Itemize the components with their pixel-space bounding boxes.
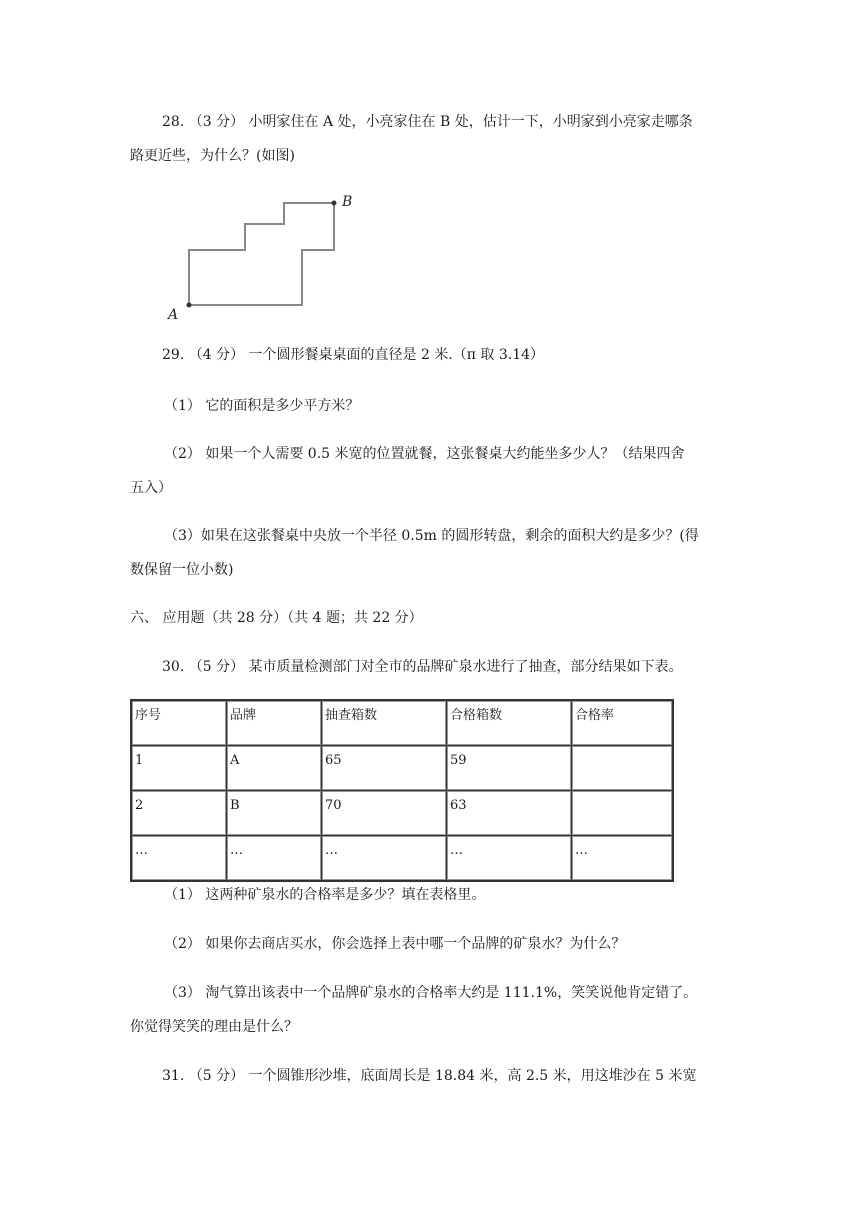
table-row [131, 791, 673, 836]
table-cell: 65 [322, 746, 447, 791]
point-b-label: B [342, 194, 353, 210]
point-b-marker [332, 201, 337, 206]
table-cell [572, 746, 674, 791]
q28-line-2: 路更近些，为什么？(如图) [130, 148, 295, 164]
table-cell: … [322, 836, 447, 882]
q29-sub-1: （1） 它的面积是多少平方米？ [164, 398, 360, 414]
q29-sub-2-line-2: 五入） [130, 480, 172, 496]
table-header-cell: 序号 [131, 700, 227, 746]
table-cell: … [447, 836, 572, 882]
table-header-cell: 抽查箱数 [322, 700, 447, 746]
table-row [131, 836, 673, 882]
route-diagram [160, 188, 360, 323]
route-lower [189, 203, 334, 305]
table-header-row [131, 700, 673, 746]
table-cell: 2 [131, 791, 227, 836]
q30-sub-3-line-2: 你觉得笑笑的理由是什么？ [130, 1019, 298, 1035]
q30-sub-2: （2） 如果你去商店买水，你会选择上表中哪一个品牌的矿泉水？为什么？ [164, 936, 626, 952]
table-header-cell: 合格箱数 [447, 700, 572, 746]
section-6-heading: 六、 应用题（共 28 分）（共 4 题；共 22 分） [130, 610, 423, 626]
q30-sub-3-line-1: （3） 淘气算出该表中一个品牌矿泉水的合格率大约是 111.1%，笑笑说他肯定错了。 [164, 985, 698, 1001]
table-cell: A [227, 746, 322, 791]
table-cell: 59 [447, 746, 572, 791]
table-cell: … [131, 836, 227, 882]
point-a-label: A [168, 307, 179, 323]
q31-line-1: 31. （5 分） 一个圆锥形沙堆，底面周长是 18.84 米，高 2.5 米，用这堆沙在 5 米宽 [162, 1068, 697, 1084]
q29-sub-3-line-1: （3）如果在这张餐桌中央放一个半径 0.5m 的圆形转盘，剩余的面积大约是多少？(得 [164, 528, 699, 544]
point-a-marker [187, 303, 192, 308]
table-row [131, 746, 673, 791]
table-cell: 70 [322, 791, 447, 836]
table-cell: … [572, 836, 674, 882]
q28-line-1: 28. （3 分） 小明家住在 A 处，小亮家住在 B 处，估计一下，小明家到小亮家走哪条 [162, 114, 693, 130]
table-cell: 63 [447, 791, 572, 836]
q29-title: 29. （4 分） 一个圆形餐桌桌面的直径是 2 米.（π 取 3.14） [162, 347, 545, 363]
table-cell: … [227, 836, 322, 882]
q29-sub-2-line-1: （2） 如果一个人需要 0.5 米宽的位置就餐，这张餐桌大约能坐多少人？（结果四舍 [164, 446, 685, 462]
table-cell: 1 [131, 746, 227, 791]
inspection-table [130, 699, 674, 882]
q30-title: 30. （5 分） 某市质量检测部门对全市的品牌矿泉水进行了抽查，部分结果如下表。 [162, 659, 683, 675]
q30-sub-1: （1） 这两种矿泉水的合格率是多少？填在表格里。 [164, 887, 486, 903]
q29-sub-3-line-2: 数保留一位小数) [130, 562, 234, 578]
table-cell [572, 791, 674, 836]
route-upper [189, 203, 334, 305]
table-header-cell: 合格率 [572, 700, 674, 746]
table-header-cell: 品牌 [227, 700, 322, 746]
table-cell: B [227, 791, 322, 836]
